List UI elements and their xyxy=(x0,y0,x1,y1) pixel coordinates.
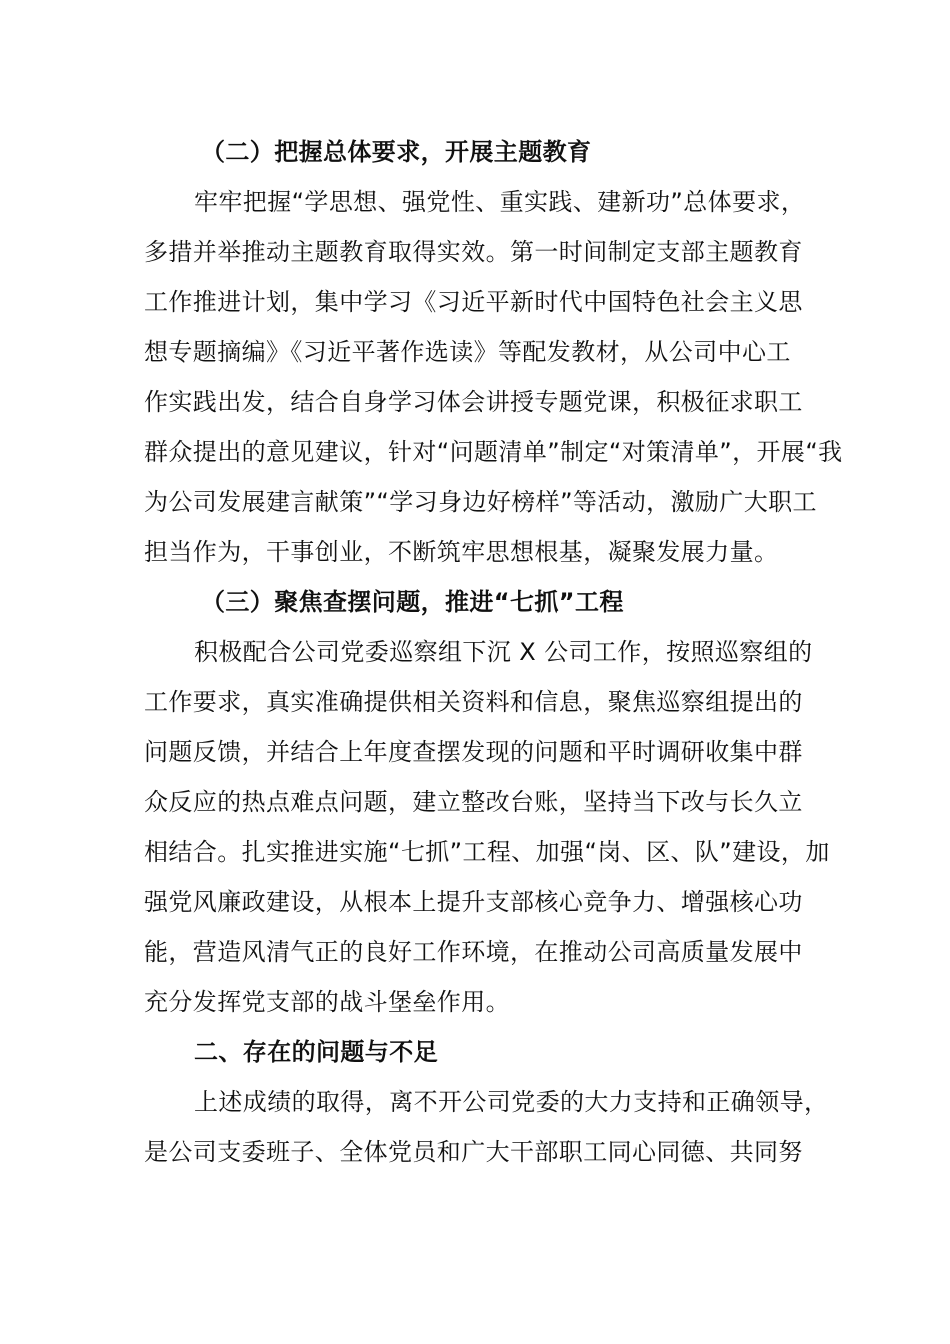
paragraph-line: 问题反馈，并结合上年度查摆发现的问题和平时调研收集中群 xyxy=(144,738,803,766)
paragraph-line: 充分发挥党支部的战斗堡垒作用。 xyxy=(144,988,510,1016)
paragraph-line: 作实践出发，结合自身学习体会讲授专题党课，积极征求职工 xyxy=(144,388,803,416)
paragraph-line: 众反应的热点难点问题，建立整改台账，坚持当下改与长久立 xyxy=(144,788,803,816)
section-heading-3: （三）聚焦查摆问题，推进“七抓”工程 xyxy=(201,588,624,616)
paragraph-line: 多措并举推动主题教育取得实效。第一时间制定支部主题教育 xyxy=(144,238,803,266)
paragraph-line: 为公司发展建言献策”“学习身边好榜样”等活动，激励广大职工 xyxy=(144,488,817,516)
part-heading-2: 二、存在的问题与不足 xyxy=(194,1038,438,1066)
paragraph-line: 上述成绩的取得，离不开公司党委的大力支持和正确领导， xyxy=(194,1088,829,1116)
paragraph-line: 是公司支委班子、全体党员和广大干部职工同心同德、共同努 xyxy=(144,1138,803,1166)
paragraph-line: 强党风廉政建设，从根本上提升支部核心竞争力、增强核心功 xyxy=(144,888,803,916)
paragraph-line: 牢牢把握“学思想、强党性、重实践、建新功”总体要求， xyxy=(194,188,806,216)
section-heading-2: （二）把握总体要求，开展主题教育 xyxy=(201,138,592,166)
paragraph-line: 想专题摘编》《习近平著作选读》等配发教材，从公司中心工 xyxy=(144,338,791,366)
document-body xyxy=(144,127,843,1177)
paragraph-line: 群众提出的意见建议，针对“问题清单”制定“对策清单”，开展“我 xyxy=(144,438,843,466)
paragraph-line: 工作要求，真实准确提供相关资料和信息，聚焦巡察组提出的 xyxy=(144,688,803,716)
paragraph-line: 担当作为，干事创业，不断筑牢思想根基，凝聚发展力量。 xyxy=(144,538,779,566)
paragraph-line: 相结合。扎实推进实施“七抓”工程、加强“岗、区、队”建设，加 xyxy=(144,838,830,866)
paragraph-line: 能，营造风清气正的良好工作环境，在推动公司高质量发展中 xyxy=(144,938,803,966)
paragraph-line: 工作推进计划，集中学习《习近平新时代中国特色社会主义思 xyxy=(144,288,803,316)
paragraph-line: 积极配合公司党委巡察组下沉 X 公司工作，按照巡察组的 xyxy=(194,638,813,666)
